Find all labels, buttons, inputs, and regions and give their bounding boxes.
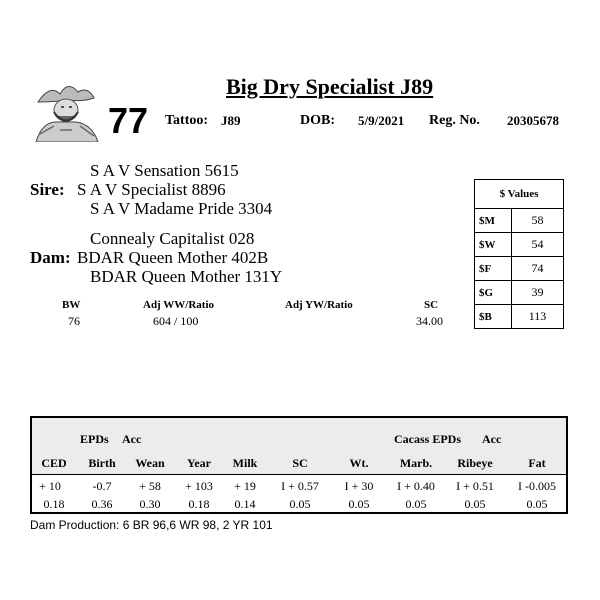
reg-value: 20305678 — [507, 113, 559, 128]
dollar-value: 58 — [512, 209, 564, 233]
epd-ribeye: I + 0.51 — [456, 479, 494, 493]
dollar-key: $G — [475, 281, 512, 305]
dam-name: BDAR Queen Mother 402B — [77, 248, 269, 267]
dam-dam: BDAR Queen Mother 131Y — [90, 267, 283, 286]
dam-sire: Connealy Capitalist 028 — [90, 229, 255, 248]
dollar-value: 54 — [512, 233, 564, 257]
dob-value: 5/9/2021 — [358, 113, 405, 128]
dollar-key: $M — [475, 209, 512, 233]
col-head-fat: Fat — [528, 456, 546, 470]
acc-wean: 0.30 — [139, 497, 161, 511]
sire-dam: S A V Madame Pride 3304 — [90, 199, 273, 218]
epd-marb: I + 0.40 — [397, 479, 435, 493]
col-head-wt: Wt. — [349, 456, 369, 470]
dollar-row-w — [475, 233, 564, 257]
animal-title: Big Dry Specialist J89 — [226, 74, 434, 99]
epd-ced: + 10 — [39, 479, 61, 493]
dollar-row-m — [475, 209, 564, 233]
yw-label: Adj YW/Ratio — [285, 299, 353, 311]
ww-value: 604 / 100 — [153, 314, 199, 328]
carcass-epd-label: Cacass EPDs — [394, 432, 462, 446]
dollar-key: $W — [475, 233, 512, 257]
cowboy-sketch-icon — [30, 72, 100, 142]
epd-year: + 103 — [185, 479, 213, 493]
col-head-ced: CED — [41, 456, 67, 470]
acc-sc: 0.05 — [289, 497, 311, 511]
acc-milk: 0.14 — [234, 497, 256, 511]
acc-fat: 0.05 — [526, 497, 548, 511]
epd-sc: I + 0.57 — [281, 479, 319, 493]
dam-label: Dam: — [30, 248, 71, 267]
carcass-acc-label: Acc — [482, 432, 502, 446]
sc-label: SC — [424, 299, 439, 311]
tattoo-value: J89 — [221, 113, 241, 128]
epd-wt: I + 30 — [344, 479, 374, 493]
dollar-row-f — [475, 257, 564, 281]
tattoo-label: Tattoo: — [165, 113, 209, 128]
col-head-birth: Birth — [88, 456, 116, 470]
acc-wt: 0.05 — [348, 497, 370, 511]
acc-ced: 0.18 — [43, 497, 65, 511]
epd-wean: + 58 — [139, 479, 161, 493]
epd-milk: + 19 — [234, 479, 256, 493]
lot-number: 77 — [108, 100, 149, 141]
dollar-values-table — [474, 179, 564, 329]
col-head-wean: Wean — [135, 456, 165, 470]
col-head-sc: SC — [292, 456, 308, 470]
dam-production: Dam Production: 6 BR 96,6 WR 98, 2 YR 101 — [30, 518, 273, 532]
dollar-value: 74 — [512, 257, 564, 281]
sc-value: 34.00 — [416, 314, 443, 328]
sire-name: S A V Specialist 8896 — [77, 180, 226, 199]
sire-label: Sire: — [30, 180, 65, 199]
reg-label: Reg. No. — [429, 113, 480, 128]
dollar-row-g — [475, 281, 564, 305]
epd-group-label: EPDs — [80, 432, 109, 446]
dollar-value: 113 — [512, 305, 564, 329]
epd-table — [30, 416, 568, 514]
col-head-milk: Milk — [232, 456, 258, 470]
epd-fat: I -0.005 — [518, 479, 556, 493]
acc-birth: 0.36 — [91, 497, 113, 511]
dob-label: DOB: — [300, 113, 335, 128]
epd-acc-label: Acc — [122, 432, 142, 446]
epd-birth: -0.7 — [92, 479, 112, 493]
acc-marb: 0.05 — [405, 497, 427, 511]
sire-sire: S A V Sensation 5615 — [90, 161, 239, 180]
ww-label: Adj WW/Ratio — [143, 299, 214, 311]
dollar-key: $F — [475, 257, 512, 281]
col-head-ribeye: Ribeye — [457, 456, 493, 470]
bw-label: BW — [62, 299, 81, 311]
dollar-value: 39 — [512, 281, 564, 305]
dollar-values-header: $ Values — [475, 180, 564, 209]
col-head-year: Year — [187, 456, 211, 470]
acc-ribeye: 0.05 — [464, 497, 486, 511]
dollar-row-b — [475, 305, 564, 329]
dollar-key: $B — [475, 305, 512, 329]
bw-value: 76 — [68, 314, 80, 328]
col-head-marb: Marb. — [399, 456, 433, 470]
acc-year: 0.18 — [188, 497, 210, 511]
